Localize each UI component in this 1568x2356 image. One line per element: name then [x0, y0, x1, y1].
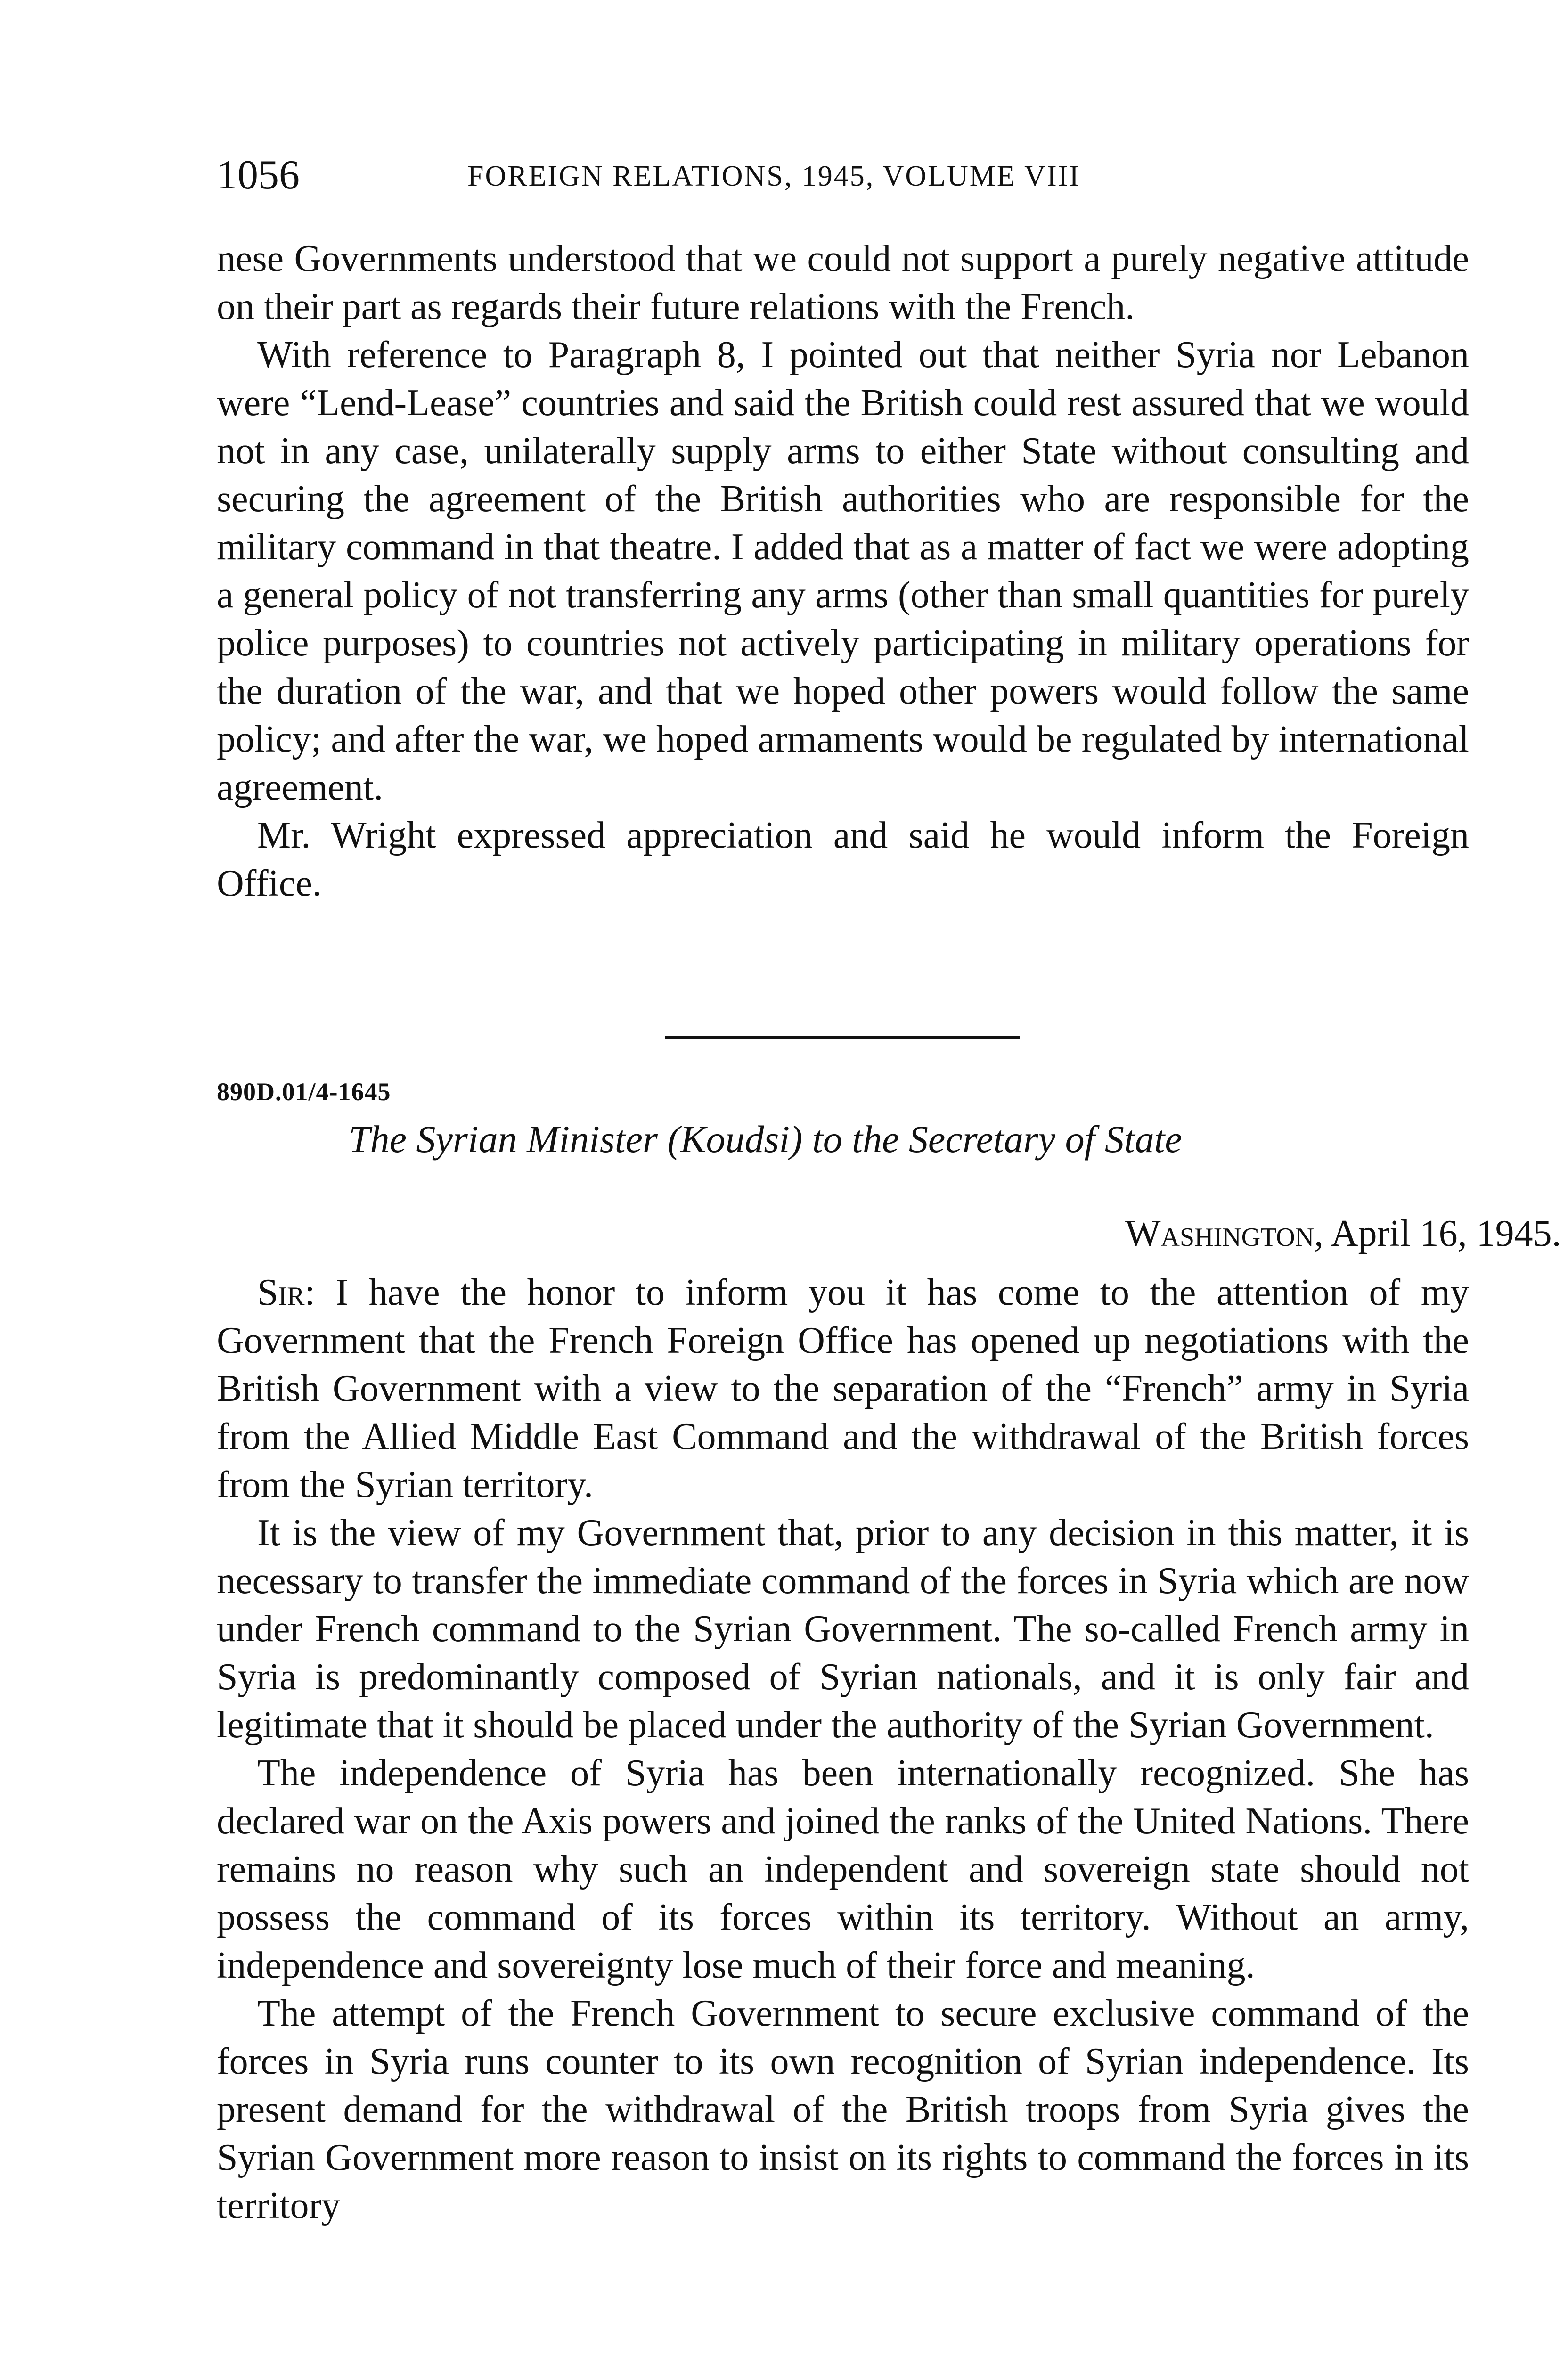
paragraph-command-transfer: It is the view of my Government that, prior to any decision in this matter, it is necessary to transfer the immediate command of the forces in Syria which are now under French command to the Syrian Government. The so-called French army in Syria is predominantly composed of Syrian nationals, and it is only fair and legitimate that it should be placed under the authority of the Syrian Government. [217, 1512, 1469, 1746]
paragraph-french-attempt: The attempt of the French Government to secure exclusive command of the forces in Syria runs counter to its own recognition of Syrian independence. Its present demand for the withdrawal of the British troops from Syria gives the Syrian Government more reason to insist on its rights to command the forces in its territory [217, 1993, 1469, 2226]
file-number: 890D.01/4-1645 [217, 1078, 391, 1106]
letter-body [217, 1268, 1469, 2230]
document-heading: The Syrian Minister (Koudsi) to the Secretary of State [349, 1118, 1182, 1161]
salutation: Sir [257, 1272, 305, 1313]
opening-text: : I have the honor to inform you it has come to the attention of my Government that the French Foreign Office has opened up negotiations with the British Government with a view to the separation of the “French” army in Syria from the Allied Middle East Command and the withdrawal of the British forces from the Syrian territory. [217, 1272, 1469, 1505]
running-head [217, 152, 1465, 199]
paragraph-opening [217, 1268, 1469, 1509]
paragraph-continued: nese Governments understood that we could not support a purely negative attitude on their part as regards their future relations with the French. [217, 238, 1469, 327]
dateline [1125, 1210, 1561, 1257]
section-divider [665, 1036, 1020, 1039]
paragraph-wright-reply: Mr. Wright expressed appreciation and said he would inform the Foreign Office. [217, 815, 1469, 904]
continuation-text [217, 235, 1469, 908]
running-title: FOREIGN RELATIONS, 1945, VOLUME VIII [467, 160, 1080, 192]
paragraph-lend-lease: With reference to Paragraph 8, I pointed out that neither Syria nor Lebanon were “Lend-Lease” countries and said the British could rest assured that we would not in any case, unilaterally supply arms to either State without consulting and securing the agreement of the British authorities who are responsible for the military command in that theatre. I added that as a matter of fact we were adopting a general policy of not transferring any arms (other than small quantities for purely police purposes) to countries not actively participating in military operations for the duration of the war, and that we hoped other powers would follow the same policy; and after the war, we hoped armaments would be regulated by international agreement. [217, 334, 1469, 808]
page-number: 1056 [217, 152, 300, 198]
paragraph-independence: The independence of Syria has been internationally recognized. She has declared war on the Axis powers and joined the ranks of the United Nations. There remains no reason why such an independent and sovereign state should not possess the command of its forces within its territory. Without an army, independence and sovereignty lose much of their force and meaning. [217, 1752, 1469, 1986]
dateline-place: Washington, [1125, 1213, 1324, 1254]
dateline-date: April 16, 1945. [1323, 1213, 1561, 1254]
